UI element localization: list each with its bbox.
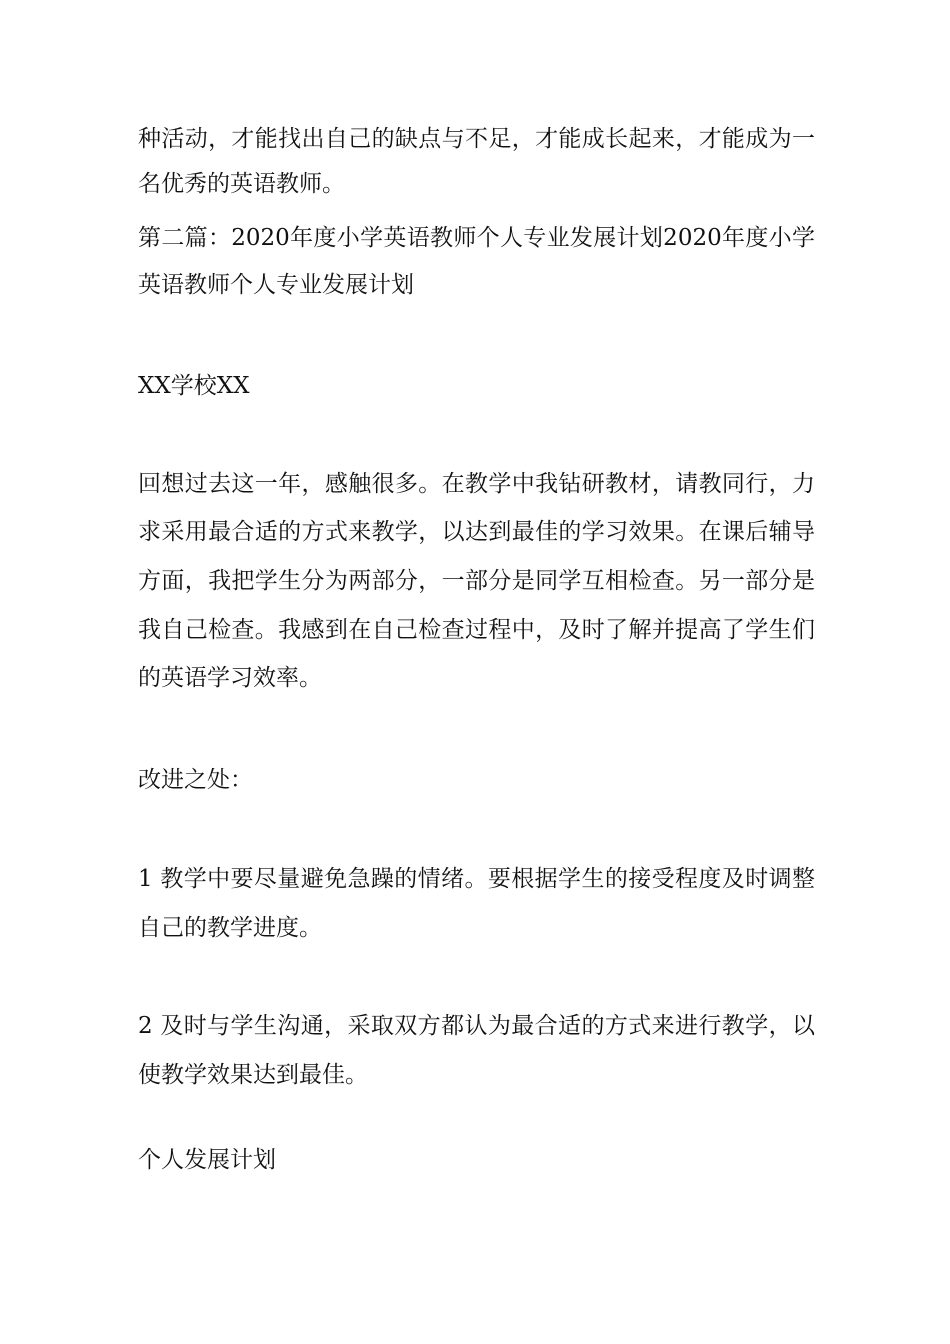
list-item: 使教学效果达到最佳。: [138, 1062, 368, 1088]
text-line: 回想过去这一年，感触很多。在教学中我钻研教材，请教同行，力: [138, 471, 815, 497]
text-line: 方面，我把学生分为两部分，一部分是同学互相检查。另一部分是: [138, 568, 815, 594]
subheading: 个人发展计划: [138, 1147, 276, 1173]
section-heading: 英语教师个人专业发展计划: [138, 272, 414, 298]
list-item: 2 及时与学生沟通，采取双方都认为最合适的方式来进行教学，以: [138, 1013, 815, 1039]
list-item: 1 教学中要尽量避免急躁的情绪。要根据学生的接受程度及时调整: [138, 866, 815, 892]
text-line: 种活动，才能找出自己的缺点与不足，才能成长起来，才能成为一: [138, 126, 815, 152]
list-item: 自己的教学进度。: [138, 915, 322, 941]
text-line: 求采用最合适的方式来教学，以达到最佳的学习效果。在课后辅导: [138, 519, 815, 545]
author-line: XX学校XX: [138, 373, 250, 399]
section-heading: 第二篇：2020年度小学英语教师个人专业发展计划2020年度小学: [138, 225, 815, 251]
text-line: 名优秀的英语教师。: [138, 171, 345, 197]
text-line: 的英语学习效率。: [138, 665, 322, 691]
text-line: 我自己检查。我感到在自己检查过程中，及时了解并提高了学生们: [138, 617, 815, 643]
subheading: 改进之处：: [138, 767, 253, 793]
